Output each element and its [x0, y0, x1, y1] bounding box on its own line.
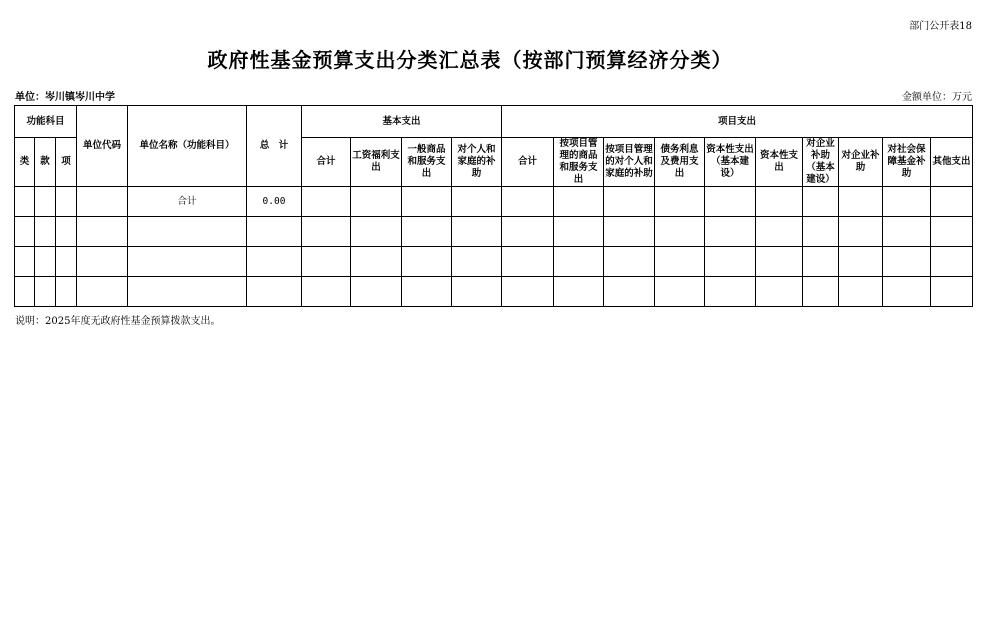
row-name-cell: 合计 — [128, 187, 247, 217]
header-project-capital-construction: 资本性支出（基本建设） — [705, 138, 756, 187]
header-project-household-subsidy: 按项目管理的对个人和家庭的补助 — [604, 138, 655, 187]
table-row — [15, 187, 973, 217]
header-project-capital: 资本性支出 — [756, 138, 803, 187]
budget-table — [14, 105, 973, 307]
table-row — [15, 247, 973, 277]
table-row — [15, 277, 973, 307]
unit-label: 单位：岑川镇岑川中学 — [15, 92, 115, 103]
header-project-enterprise-subsidy: 对企业补助 — [839, 138, 883, 187]
header-project-expenditure: 项目支出 — [502, 106, 973, 138]
header-project-subtotal: 合计 — [502, 138, 554, 187]
header-lei: 类 — [15, 138, 35, 187]
header-project-social-security-fund: 对社会保障基金补助 — [883, 138, 931, 187]
header-total: 总 计 — [247, 106, 302, 187]
header-basic-household-subsidy: 对个人和家庭的补助 — [452, 138, 502, 187]
header-project-debt-interest: 债务利息及费用支出 — [655, 138, 705, 187]
page-title: 政府性基金预算支出分类汇总表（按部门预算经济分类） — [207, 48, 733, 72]
amount-unit-label: 金额单位：万元 — [902, 92, 972, 103]
header-basic-expenditure: 基本支出 — [302, 106, 502, 138]
table-row — [15, 217, 973, 247]
header-kuan: 款 — [35, 138, 56, 187]
header-basic-subtotal: 合计 — [302, 138, 351, 187]
header-project-enterprise-subsidy-construction: 对企业补助（基本建设） — [803, 138, 839, 187]
row-total-cell: 0.00 — [247, 187, 302, 217]
header-unit-name: 单位名称（功能科目） — [128, 106, 247, 187]
header-unit-code: 单位代码 — [77, 106, 128, 187]
header-project-goods-services: 按项目管理的商品和服务支出 — [554, 138, 604, 187]
header-basic-goods-services: 一般商品和服务支出 — [402, 138, 452, 187]
header-basic-wages: 工资福利支出 — [351, 138, 402, 187]
header-func-subject: 功能科目 — [15, 106, 77, 138]
footnote: 说明：2025年度无政府性基金预算拨款支出。 — [15, 316, 221, 327]
header-project-other: 其他支出 — [931, 138, 973, 187]
form-number: 部门公开表18 — [909, 21, 972, 32]
header-xiang: 项 — [56, 138, 77, 187]
